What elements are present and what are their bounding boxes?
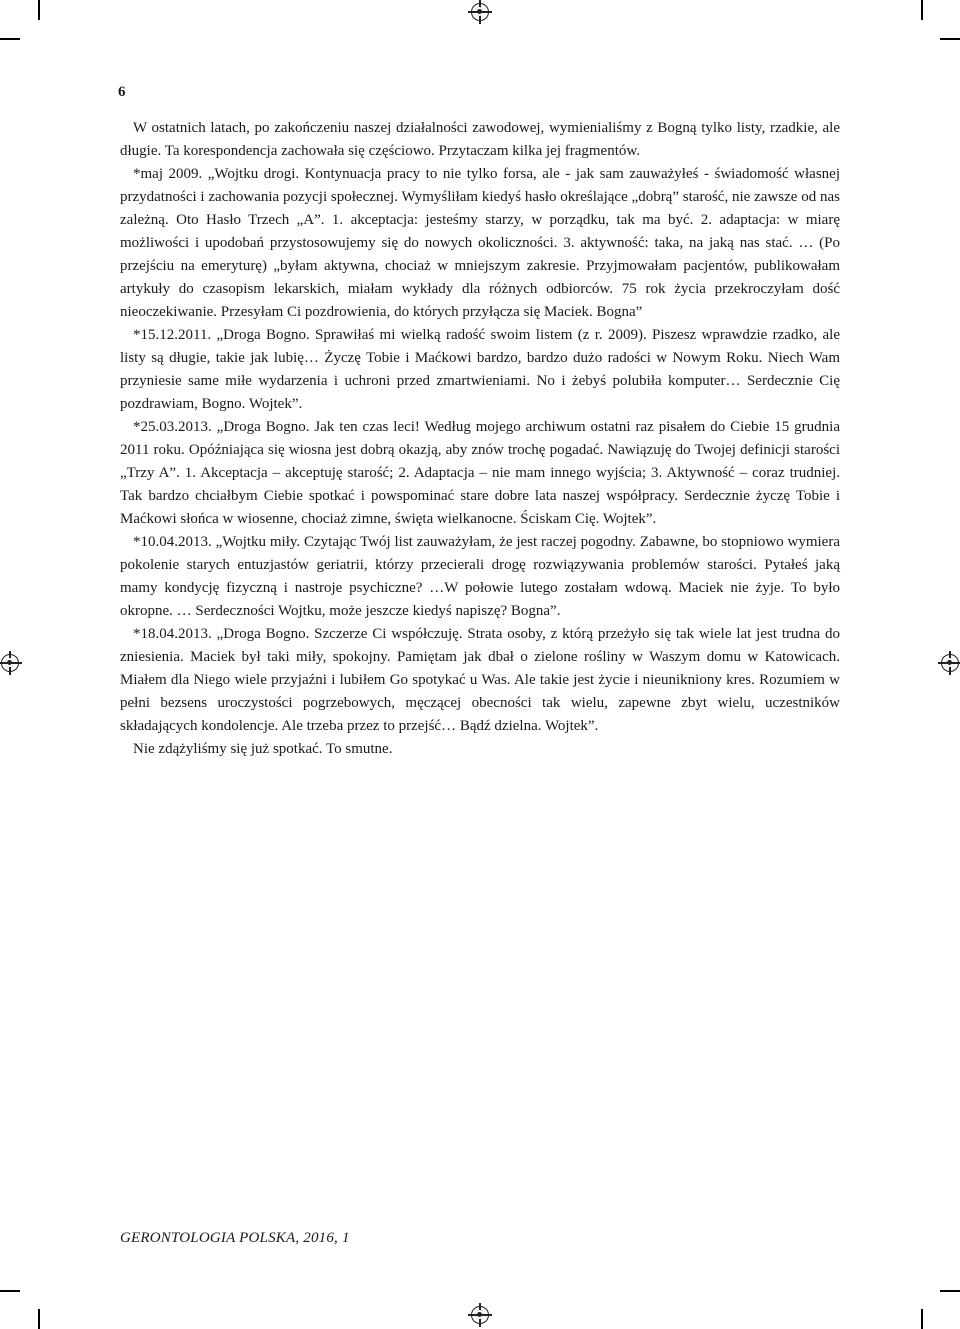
crop-mark-bottom-right-h <box>940 1290 960 1292</box>
registration-mark-icon <box>471 1306 489 1324</box>
paragraph: Nie zdążyliśmy się już spotkać. To smutne. <box>133 741 393 757</box>
article-body <box>120 117 840 761</box>
crop-mark-bottom-left-h <box>0 1290 20 1292</box>
registration-mark-icon <box>1 654 19 672</box>
page-number: 6 <box>118 84 126 100</box>
paragraph: *15.12.2011. „Droga Bogno. Sprawiłaś mi wielką radość swoim listem (z r. 2009). Piszesz wprawdzie rzadko, ale listy są długie, takie jak lubię… Życzę Tobie i Maćkowi bardzo, bardzo dużo radości w Nowym Roku. Niech Wam przyniesie same miłe wydarzenia i uchroni przed zmartwieniami. No i żebyś polubiła komputer… Serdecznie Cię pozdrawiam, Bogno. Wojtek”. <box>120 327 840 412</box>
registration-mark-icon <box>471 3 489 21</box>
paragraph: *18.04.2013. „Droga Bogno. Szczerze Ci współczuję. Strata osoby, z którą przeżyło się tak wiele lat jest trudna do zniesienia. Maciek był taki miły, spokojny. Pamiętam jak dbał o zielone rośliny w Waszym domu w Katowicach. Miałem dla Niego wiele przyjaźni i lubiłem Go spotykać u Was. Ale takie jest życie i nieunikniony kres. Rozumiem w pełni bezsens uroczystości pogrzebowych, męczącej obecności tak wielu, zapewne zbyt wielu, uczestników składających kondolencje. Ale trzeba przez to przejść… Bądź dzielna. Wojtek”. <box>120 626 840 734</box>
crop-mark-top-left-v <box>38 0 40 20</box>
paragraph: *maj 2009. „Wojtku drogi. Kontynuacja pracy to nie tylko forsa, ale - jak sam zauważyłeś - świadomość własnej przydatności i zachowania pozycji społecznej. Wymyśliłam kiedyś hasło określające „dobrą” starość, nie zawsze od nas zależną. Oto Hasło Trzech „A”. 1. akceptacja: jesteśmy starzy, w porządku, tak ma być. 2. adaptacja: w miarę możliwości i upodobań przystosowujemy się do nowych okoliczności. 3. aktywność: taka, na jaką nas stać. … (Po przejściu na emeryturę) „byłam aktywna, chociaż w mniejszym zakresie. Przyjmowałam pacjentów, publikowałam artykuły do czasopism lekarskich, miałam wykłady dla różnych odbiorców. 75 rok życia przekroczyłam dość nieoczekiwanie. Przesyłam Ci pozdrowienia, do których przyłącza się Maciek. Bogna” <box>120 166 840 320</box>
crop-mark-bottom-right-v <box>921 1309 923 1329</box>
crop-mark-top-left-h <box>0 38 20 40</box>
crop-mark-top-right-h <box>940 38 960 40</box>
crop-mark-top-right-v <box>921 0 923 20</box>
paragraph: *10.04.2013. „Wojtku miły. Czytając Twój list zauważyłam, że jest raczej pogodny. Zabawne, bo stopniowo wymiera pokolenie starych entuzjastów geriatrii, którzy przecierali drogę rozwiązywania problemów starości. Pytałeś jaką mamy kondycję fizyczną i nastroje psychiczne? …W połowie lutego zostałam wdową. Maciek nie żyje. To było okropne. … Serdeczności Wojtku, może jeszcze kiedyś napiszę? Bogna”. <box>120 534 840 619</box>
registration-mark-icon <box>941 654 959 672</box>
paragraph: *25.03.2013. „Droga Bogno. Jak ten czas leci! Według mojego archiwum ostatni raz pisałem do Ciebie 15 grudnia 2011 roku. Opóźniająca się wiosna jest dobrą okazją, aby znów trochę pogadać. Nawiązuję do Twojej definicji starości „Trzy A”. 1. Akceptacja – akceptuję starość; 2. Adaptacja – nie mam innego wyjścia; 3. Aktywność – coraz trudniej. Tak bardzo chciałbym Ciebie spotkać i powspominać stare dobre lata naszej współpracy. Serdecznie życzę Tobie i Maćkowi słońca w wiosenne, chociaż zimne, święta wielkanocne. Ściskam Cię. Wojtek”. <box>120 419 840 527</box>
journal-footer: GERONTOLOGIA POLSKA, 2016, 1 <box>120 1230 350 1246</box>
paragraph: W ostatnich latach, po zakończeniu naszej działalności zawodowej, wymienialiśmy z Bogną tylko listy, rzadkie, ale długie. Ta korespondencja zachowała się częściowo. Przytaczam kilka jej fragmentów. <box>120 120 840 159</box>
crop-mark-bottom-left-v <box>38 1309 40 1329</box>
